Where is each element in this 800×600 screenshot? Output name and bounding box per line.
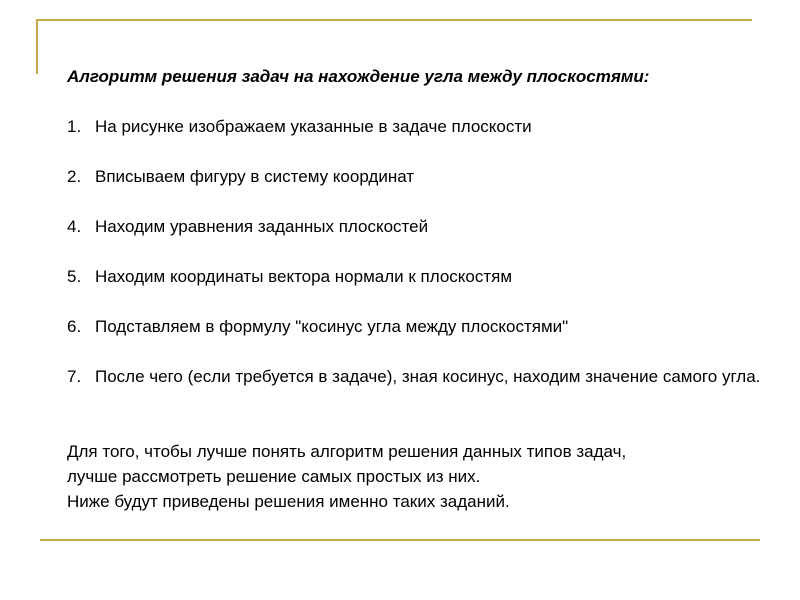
left-accent-line [36,19,38,74]
algorithm-step [67,364,767,389]
step-text: Находим уравнения заданных плоскостей [95,217,429,236]
step-text: Вписываем фигуру в систему координат [95,167,415,186]
step-number: 6. [67,317,82,336]
step-number: 7. [67,367,82,386]
algorithm-step [67,164,767,189]
step-text: После чего (если требуется в задаче), зная косинус, находим значение самого угла. [95,367,761,386]
outro-line: Для того, чтобы лучше понять алгоритм решения данных типов задач, [67,442,627,461]
outro-line: Ниже будут приведены решения именно таких заданий. [67,492,510,511]
top-accent-line [36,19,752,21]
step-text: Подставляем в формулу "косинус угла между плоскостями" [95,317,569,336]
algorithm-step [67,114,767,139]
algorithm-step [67,214,767,239]
bottom-accent-line [40,539,760,541]
step-text: На рисунке изображаем указанные в задаче плоскости [95,117,532,136]
algorithm-steps-list [67,114,767,389]
step-number: 5. [67,267,82,286]
step-number: 2. [67,167,82,186]
outro-paragraph [67,439,767,514]
slide-content [67,64,767,514]
step-number: 4. [67,217,82,236]
outro-line: лучше рассмотреть решение самых простых из них. [67,467,481,486]
algorithm-step [67,314,767,339]
step-text: Находим координаты вектора нормали к плоскостям [95,267,513,286]
slide-title: Алгоритм решения задач на нахождение угла между плоскостями: [67,67,650,86]
algorithm-step [67,264,767,289]
step-number: 1. [67,117,82,136]
